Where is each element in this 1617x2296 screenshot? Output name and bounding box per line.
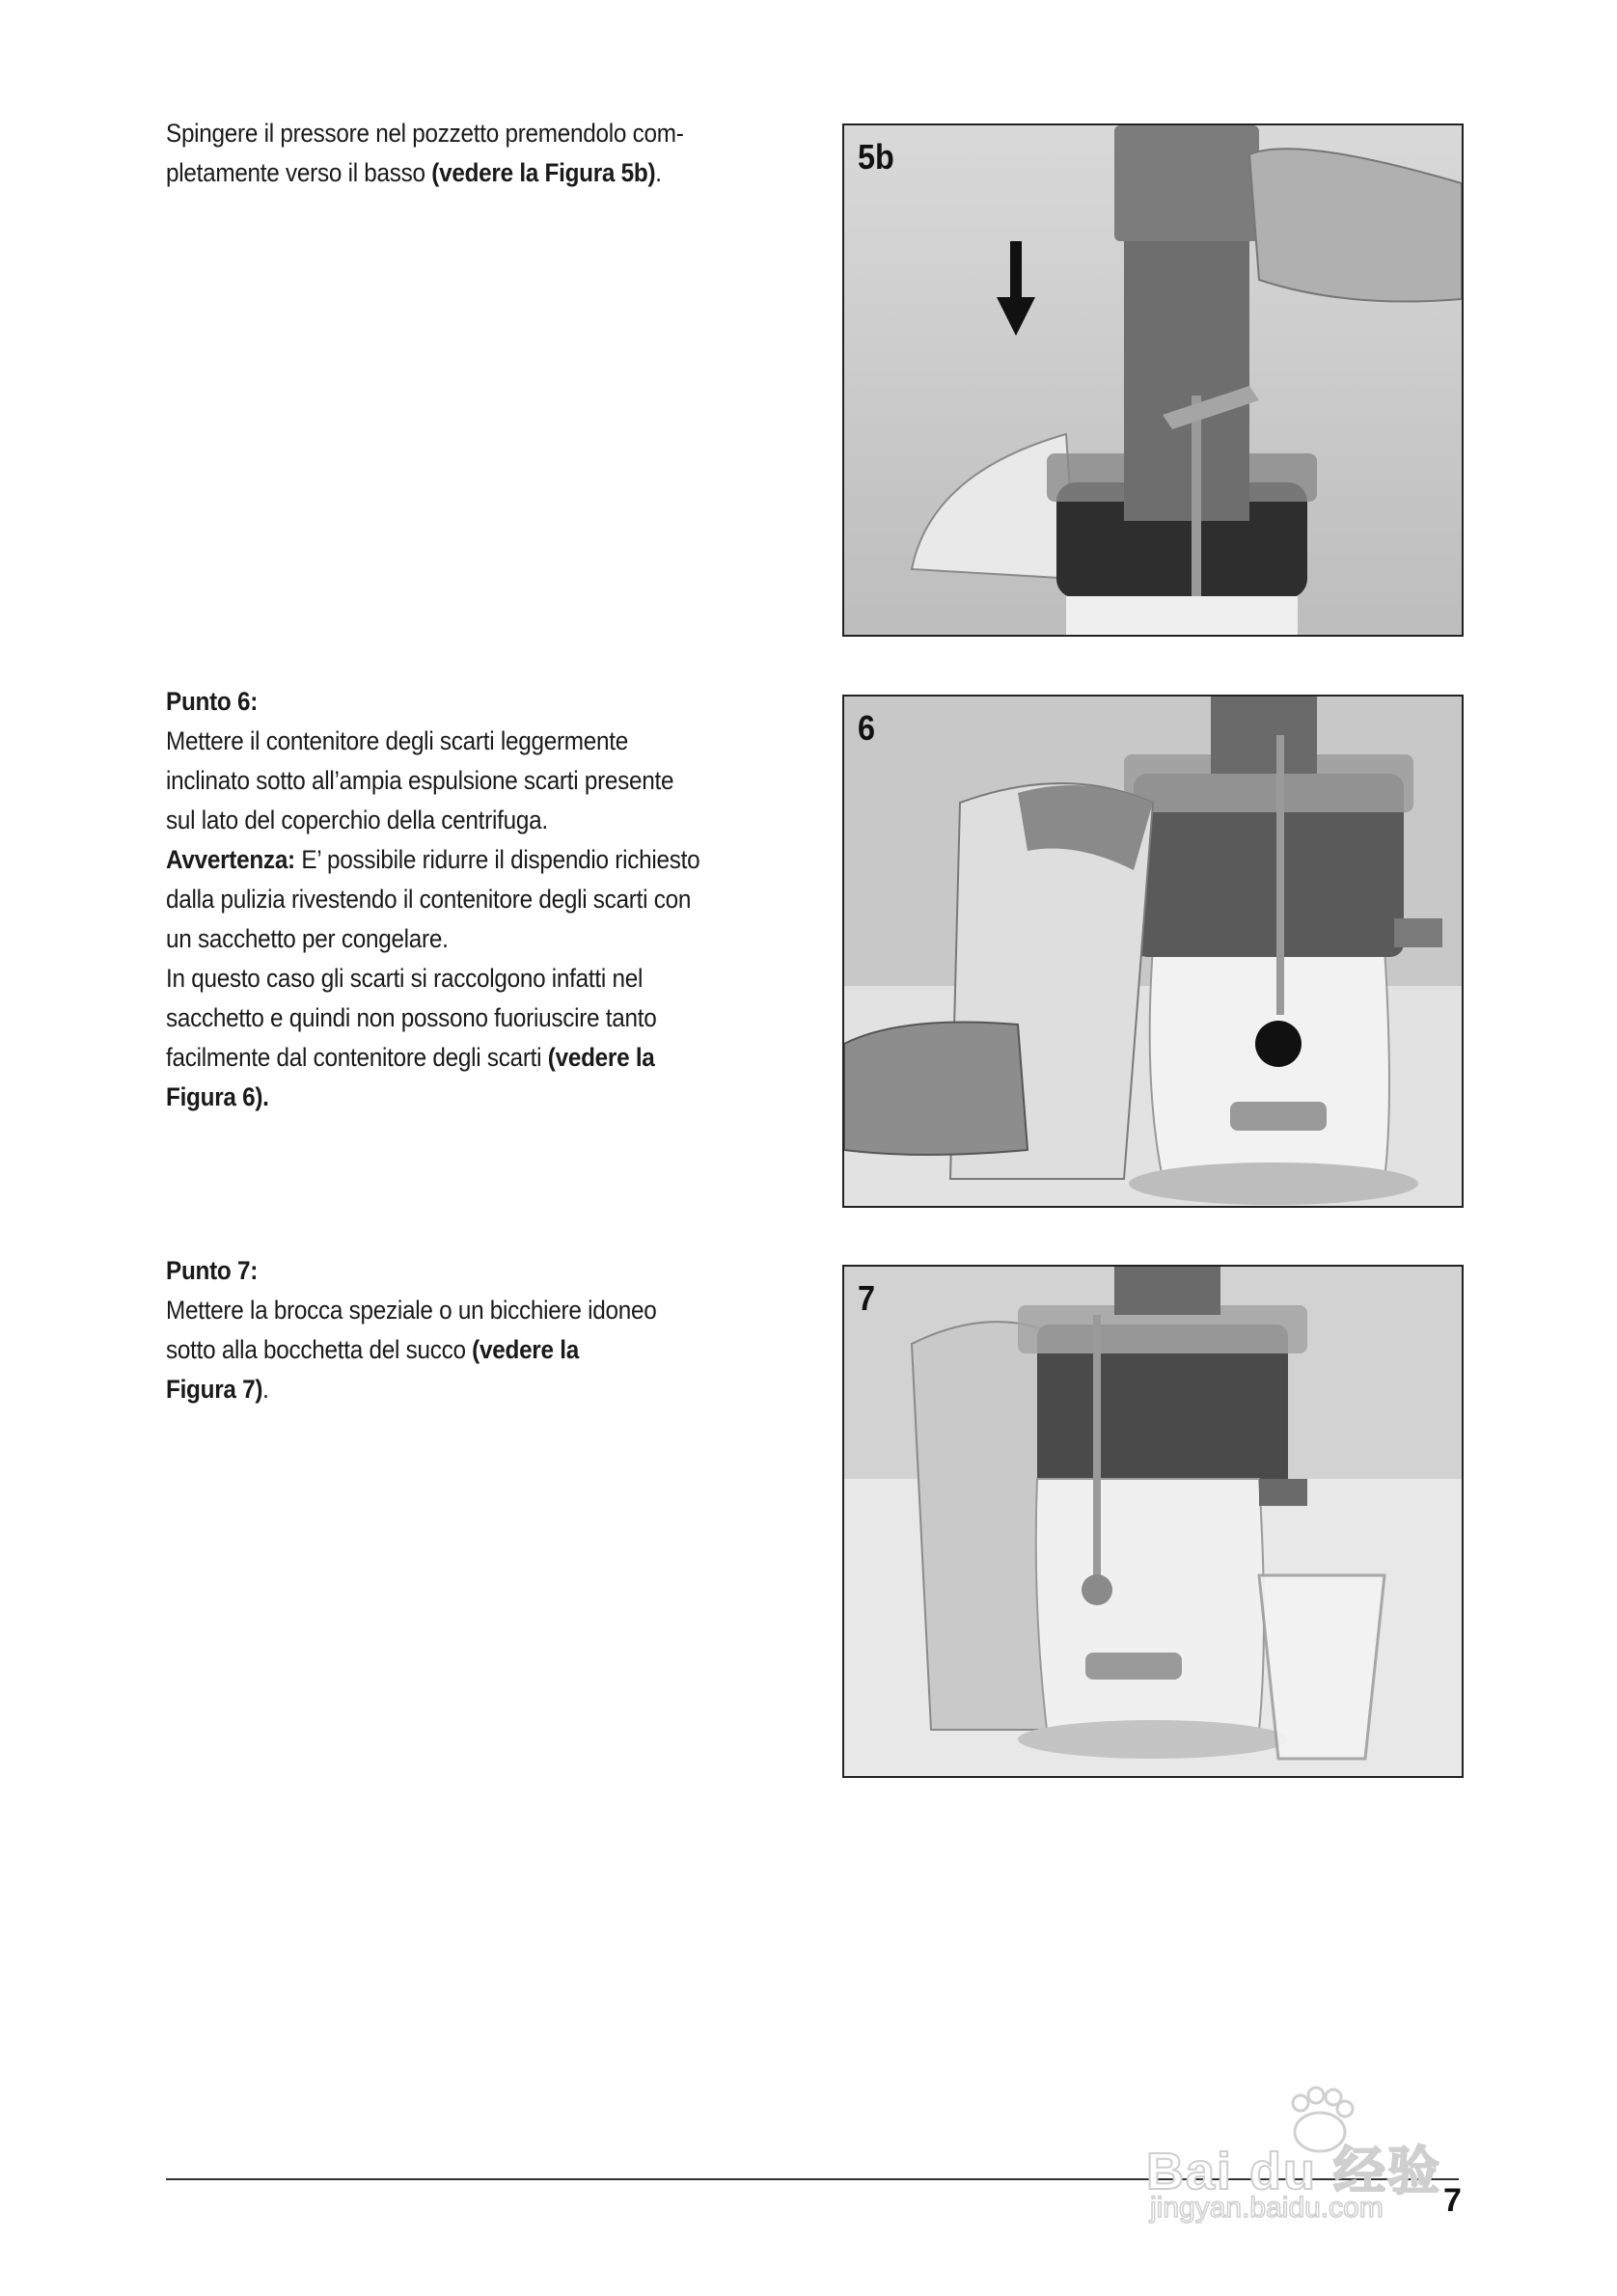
step-6-line-2: inclinato sotto all’ampia espulsione scarti presente (166, 766, 674, 795)
watermark-url: jingyan.baidu.com (1150, 2192, 1384, 2224)
step-6-warning-line-2: dalla pulizia rivestendo il contenitore degli scarti con (166, 885, 692, 914)
step-5b-line-1: Spingere il pressore nel pozzetto premendolo com- (166, 119, 684, 148)
step-6-text (166, 682, 800, 1117)
step-5b-line-2 (166, 153, 800, 193)
step-7-heading: Punto 7: (166, 1256, 259, 1285)
figure-7-photo (844, 1267, 1462, 1776)
figure-5b (842, 123, 1464, 637)
step-6-line-6-text: facilmente dal contenitore degli scarti (166, 1043, 548, 1072)
step-6-warning-line-3: un sacchetto per congelare. (166, 924, 449, 953)
step-7-line-3 (166, 1370, 800, 1409)
figure-6-photo (844, 697, 1462, 1206)
figure-7-reference-end: Figura 7) (166, 1375, 263, 1404)
figure-5b-label: 5b (858, 137, 894, 177)
figure-7-label: 7 (858, 1278, 876, 1318)
watermark-brand: Bai du 经验 (1146, 2143, 1442, 2200)
step-6-line-1: Mettere il contenitore degli scarti leggermente (166, 726, 628, 755)
figure-6-reference: (vedere la (547, 1043, 655, 1072)
step-6-warning-line-1 (166, 840, 800, 880)
step-7-line-2-text: sotto alla bocchetta del succo (166, 1335, 473, 1364)
step-5b-line-2-text: pletamente verso il basso (166, 158, 432, 187)
figure-6 (842, 695, 1464, 1208)
warning-text-1: E’ possibile ridurre il dispendio richiesto (294, 845, 700, 874)
step-6-heading: Punto 6: (166, 687, 259, 716)
step-6-line-6 (166, 1038, 800, 1078)
warning-label: Avvertenza: (166, 845, 295, 874)
step-7-line-3-end: . (262, 1375, 269, 1404)
step-5b-text (166, 114, 800, 193)
figure-7 (842, 1265, 1464, 1778)
step-7-text (166, 1251, 800, 1409)
figure-6-label: 6 (858, 708, 876, 748)
step-5b-line-2-end: . (655, 158, 662, 187)
step-6-line-5: sacchetto e quindi non possono fuoriuscire tanto (166, 1003, 657, 1032)
figure-6-reference-end: Figura 6). (166, 1082, 269, 1111)
figure-7-reference: (vedere la (472, 1335, 579, 1364)
figure-5b-reference: (vedere la Figura 5b) (431, 158, 656, 187)
page-number: 7 (1443, 2182, 1462, 2219)
step-7-line-1: Mettere la brocca speziale o un bicchiere idoneo (166, 1296, 657, 1325)
step-7-line-2 (166, 1330, 800, 1370)
figure-5b-photo (844, 125, 1462, 635)
step-6-line-3: sul lato del coperchio della centrifuga. (166, 806, 548, 834)
baidu-watermark (1146, 2074, 1532, 2228)
step-6-line-4: In questo caso gli scarti si raccolgono infatti nel (166, 964, 644, 993)
